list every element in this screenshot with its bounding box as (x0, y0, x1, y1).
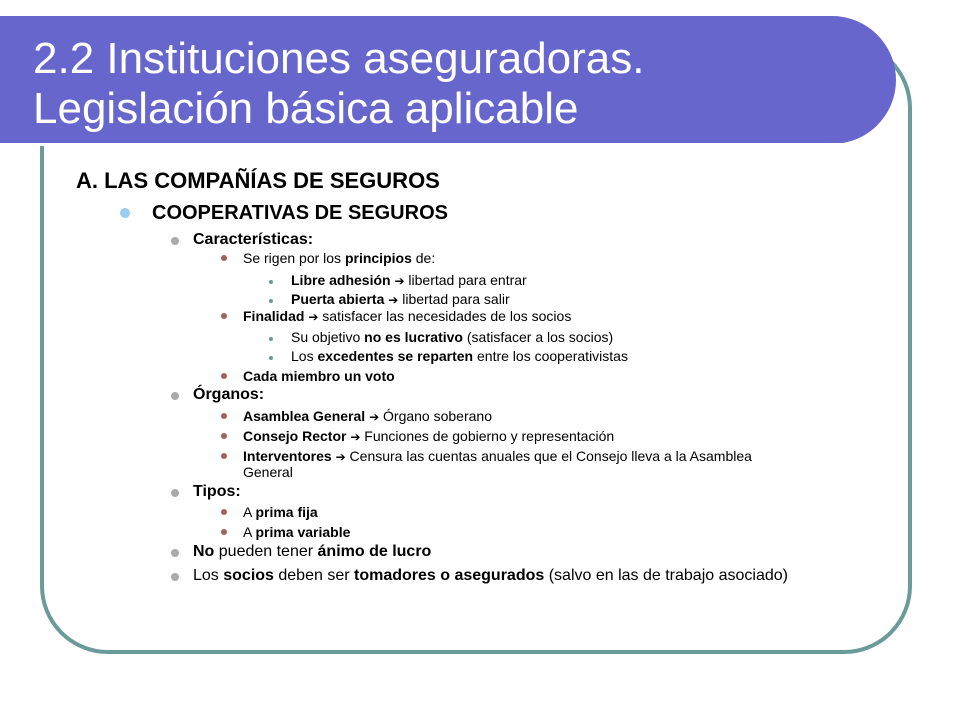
bullet-icon (120, 208, 130, 218)
caracteristicas-label: Características: (193, 231, 314, 248)
voto-item: Cada miembro un voto (243, 368, 395, 384)
bullet-icon (221, 509, 227, 515)
bullet-icon (269, 356, 273, 360)
bullet-icon (171, 237, 179, 245)
bullet-icon (221, 313, 227, 319)
bullet-icon (221, 255, 227, 261)
excedentes-item: Los excedentes se reparten entre los cooperativistas (291, 348, 628, 364)
libre-adhesion-item: Libre adhesión ➔ libertad para entrar (291, 272, 527, 288)
organos-label: Órganos: (193, 386, 265, 403)
principios-item: Se rigen por los principios de: (243, 250, 436, 266)
bullet-icon (221, 453, 227, 459)
bullet-icon (269, 337, 273, 341)
bullet-icon (171, 549, 179, 557)
bullet-icon (269, 280, 273, 284)
arrow-icon: ➔ (308, 310, 319, 324)
bullet-icon (221, 529, 227, 535)
title-line-1: 2.2 Instituciones aseguradoras. (33, 34, 645, 83)
arrow-icon: ➔ (369, 410, 380, 424)
socios-item: Los socios deben ser tomadores o asegurados (salvo en las de trabajo asociado) (193, 567, 788, 584)
interventores-item: Interventores ➔ Censura las cuentas anuales que el Consejo lleva a la Asamblea General (243, 448, 752, 480)
tipos-label: Tipos: (193, 483, 241, 500)
finalidad-item: Finalidad ➔ satisfacer las necesidades de los socios (243, 308, 572, 324)
bullet-icon (171, 489, 179, 497)
bullet-icon (171, 573, 179, 581)
arrow-icon: ➔ (388, 293, 399, 307)
bullet-icon (221, 373, 227, 379)
consejo-item: Consejo Rector ➔ Funciones de gobierno y representación (243, 428, 615, 444)
no-lucrativo-item: Su objetivo no es lucrativo (satisfacer a los socios) (291, 329, 614, 345)
lucro-item: No pueden tener ánimo de lucro (193, 543, 432, 560)
puerta-abierta-item: Puerta abierta ➔ libertad para salir (291, 291, 510, 307)
section-heading: A. LAS COMPAÑÍAS DE SEGUROS (76, 168, 440, 193)
bullet-icon (171, 392, 179, 400)
arrow-icon: ➔ (394, 274, 405, 288)
asamblea-item: Asamblea General ➔ Órgano soberano (243, 408, 492, 424)
prima-fija-item: A prima fija (243, 504, 318, 520)
bullet-icon (221, 433, 227, 439)
arrow-icon: ➔ (350, 430, 361, 444)
title-line-2: Legislación básica aplicable (33, 84, 579, 133)
bullet-icon (221, 413, 227, 419)
prima-variable-item: A prima variable (243, 524, 351, 540)
bullet-icon (269, 299, 273, 303)
cooperativas-heading: COOPERATIVAS DE SEGUROS (152, 202, 448, 224)
arrow-icon: ➔ (335, 450, 346, 464)
